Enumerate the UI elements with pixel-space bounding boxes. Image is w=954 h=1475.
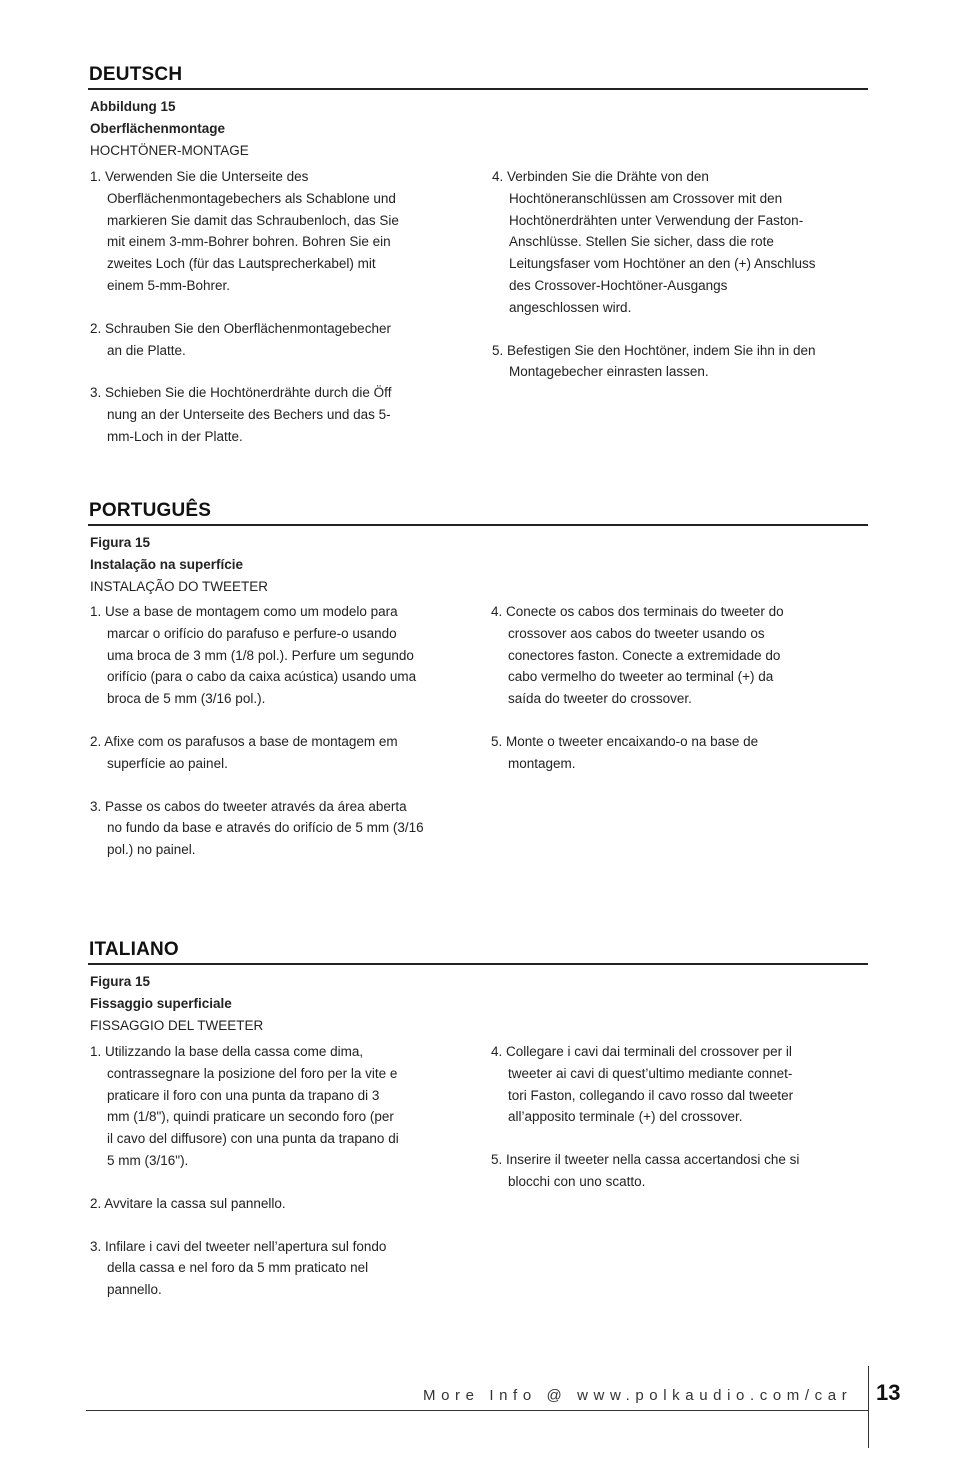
figure-heading [90,971,868,1037]
list-item: 2. Schrauben Sie den Oberflächenmontagebecher an die Platte. [90,320,391,358]
list-item: 1. Verwenden Sie die Unterseite des Oberflächenmontagebechers als Schablone und markieren Sie damit das Schraubenloch, das Sie mit einem 3-mm-Bohrer bohren. Bohren Sie ein zweites Loch (für das Lautsprecherkabel) mit einem 5-mm-Bohrer. [90,169,399,293]
figure-subtitle: Fissaggio superficiale [90,996,232,1011]
list-item: 1. Utilizzando la base della cassa come dima, contrassegnare la posizione del foro per la vite e praticare il foro con una punta da trapano di 3 mm (1/8"), quindi praticare un secondo foro (per il cavo del diffusore) con una punta da trapano di 5 mm (3/16"). [90,1044,399,1168]
section-title: DEUTSCH [88,62,868,90]
figure-subtitle: Oberflächenmontage [90,121,226,136]
list-item: 3. Passe os cabos do tweeter através da área aberta no fundo da base e através do orifício de 5 mm (3/16 pol.) no painel. [90,798,424,858]
list-item: 2. Avvitare la cassa sul pannello. [90,1195,286,1211]
section-italiano [88,937,868,1037]
figure-caption: INSTALAÇÃO DO TWEETER [90,579,269,594]
figure-caption: FISSAGGIO DEL TWEETER [90,1018,264,1033]
list-item: 3. Infilare i cavi del tweeter nell’apertura sul fondo della cassa e nel foro da 5 mm praticato nel pannello. [90,1238,387,1298]
column-left-portugues [89,601,424,861]
list-item: 4. Collegare i cavi dai terminali del crossover per il tweeter ai cavi di quest’ultimo mediante connet-tori Faston, collegando il cavo rosso dal tweeter all’apposito terminale (+) del crossover. [491,1044,794,1125]
figure-caption: HOCHTÖNER-MONTAGE [90,143,249,158]
list-item: 4. Conecte os cabos dos terminais do tweeter do crossover aos cabos do tweeter usando os conectores faston. Conecte a extremidade do cabo vermelho do tweeter ao terminal (+) da saída do tweeter do crossover. [491,604,784,707]
section-title: ITALIANO [88,937,868,965]
figure-subtitle: Instalação na superfície [90,557,244,572]
list-item: 1. Use a base de montagem como um modelo para marcar o orifício do parafuso e perfure-o usando uma broca de 3 mm (1/8 pol.). Perfure um segundo orifício (para o cabo da caixa acústica) usando uma broca de 5 mm (3/16 pol.). [90,604,417,707]
figure-label: Figura 15 [90,974,151,989]
footer-website-link[interactable]: More Info @ www.polkaudio.com/car [423,1387,853,1404]
figure-heading [90,532,868,598]
column-left-deutsch [89,166,409,448]
list-item: 2. Afixe com os parafusos a base de montagem em superfície ao painel. [90,733,398,771]
figure-label: Figura 15 [90,535,151,550]
column-right-italiano [490,1041,810,1193]
footer-divider [868,1366,869,1448]
list-item: 5. Befestigen Sie den Hochtöner, indem Sie ihn in den Montagebecher einrasten lassen. [492,342,816,380]
column-right-deutsch [491,166,821,383]
list-item: 5. Inserire il tweeter nella cassa accertandosi che si blocchi con uno scatto. [491,1152,800,1189]
figure-heading [90,96,868,162]
list-item: 5. Monte o tweeter encaixando-o na base de montagem. [491,733,759,771]
section-title: PORTUGUÊS [88,498,868,526]
section-portugues [88,498,868,598]
page-number: 13 [876,1380,901,1405]
list-item: 3. Schieben Sie die Hochtönerdrähte durch die Öff nung an der Unterseite des Bechers und das 5-mm-Loch in der Platte. [90,385,392,444]
figure-label: Abbildung 15 [90,99,176,114]
section-deutsch [88,62,868,162]
footer-rule [86,1410,869,1411]
column-left-italiano [89,1041,399,1301]
list-item: 4. Verbinden Sie die Drähte von den Hochtöneranschlüssen am Crossover mit den Hochtönerdrähten unter Verwendung der Faston-Anschlüsse. Stellen Sie sicher, dass die rote Leitungsfaser vom Hochtöner an den (+) Anschluss des Crossover-Hochtöner-Ausgangs angeschlossen wird. [492,169,816,315]
column-right-portugues [490,601,790,775]
